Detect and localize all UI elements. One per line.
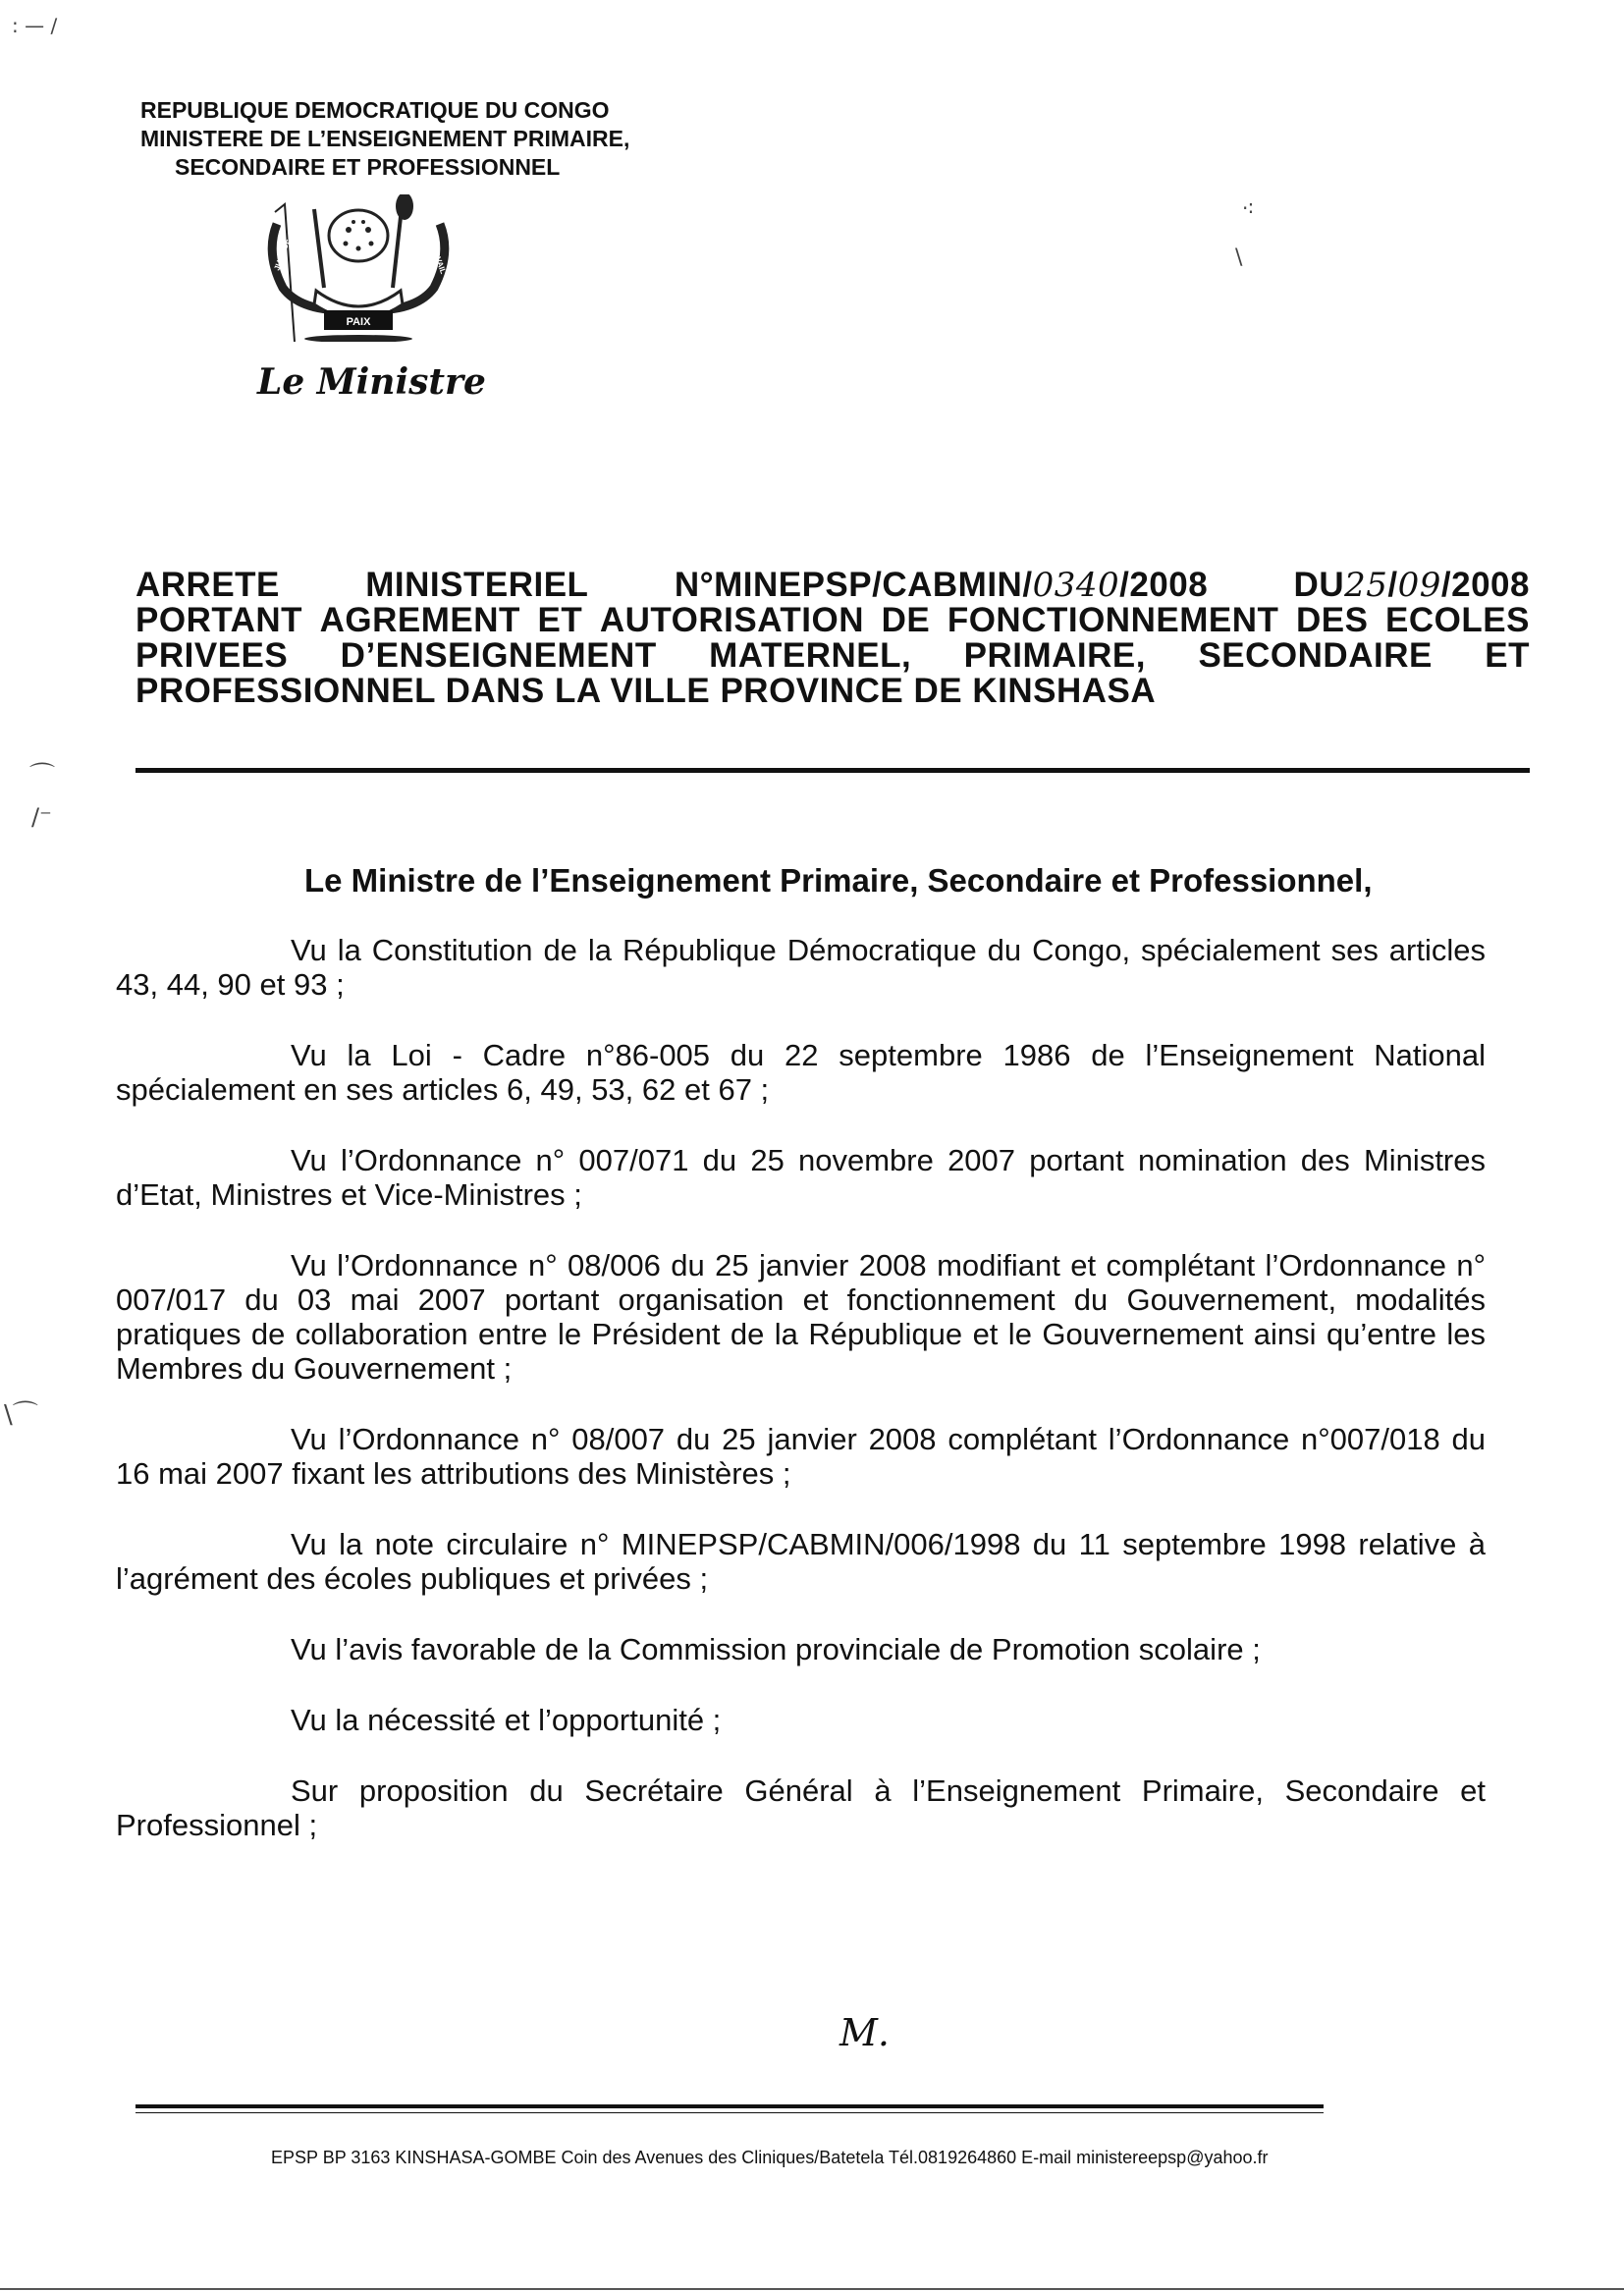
title-word: DES xyxy=(1295,601,1369,639)
consideration-paragraph: Vu l’avis favorable de la Commission provinciale de Promotion scolaire ; xyxy=(291,1632,1261,1666)
scan-mark: \⌒ xyxy=(4,1400,38,1430)
title-line-3 xyxy=(135,638,1530,674)
coat-of-arms-icon xyxy=(255,194,461,342)
title-word: PRIMAIRE, xyxy=(963,636,1147,675)
title-word: SECONDAIRE xyxy=(1198,636,1433,675)
title-word: MATERNEL, xyxy=(709,636,912,675)
consideration-paragraph: Vu la note circulaire n° MINEPSP/CABMIN/006/1998 du 11 septembre 1998 relative à l’agrément des écoles publiques et privées ; xyxy=(116,1527,1486,1596)
consideration-paragraph: Vu la Loi - Cadre n°86-005 du 22 septembre 1986 de l’Enseignement National spécialement en ses articles 6, 49, 53, 62 et 67 ; xyxy=(116,1038,1486,1107)
handwritten-month: 09 xyxy=(1397,566,1441,605)
motto-center: PAIX xyxy=(346,316,371,328)
title-word: ET xyxy=(1485,636,1530,675)
handwritten-day: 25 xyxy=(1344,566,1388,605)
title-line-4: PROFESSIONNEL DANS LA VILLE PROVINCE DE KINSHASA xyxy=(135,672,1157,710)
title-word: AUTORISATION xyxy=(599,601,865,639)
consideration-paragraph: Vu l’Ordonnance n° 08/007 du 25 janvier 2008 complétant l’Ordonnance n°007/018 du 16 mai 2007 fixant les attributions des Ministères ; xyxy=(116,1422,1486,1491)
title-word: D’ENSEIGNEMENT xyxy=(340,636,657,675)
scan-mark: : — ∕ xyxy=(12,14,58,37)
header-country: REPUBLIQUE DEMOCRATIQUE DU CONGO xyxy=(140,97,610,123)
footer-divider xyxy=(135,2104,1324,2108)
consideration-paragraph: Sur proposition du Secrétaire Général à l’Enseignement Primaire, Secondaire et Professionnel ; xyxy=(116,1773,1486,1842)
handwritten-initials: M. xyxy=(839,2011,890,2054)
title-line-1 xyxy=(135,568,1530,603)
title-word: ET xyxy=(537,601,583,639)
scan-mark: ·∶ xyxy=(1242,196,1254,220)
title-word: ARRETE xyxy=(135,566,280,604)
handwritten-number: 0340 xyxy=(1032,566,1120,605)
consideration-paragraph: Vu la Constitution de la République Démocratique du Congo, spécialement ses articles 43, 44, 90 et 93 ; xyxy=(116,933,1486,1002)
title-word: DE xyxy=(881,601,931,639)
letterhead xyxy=(140,96,629,182)
signatory-title: Le Ministre xyxy=(257,361,486,403)
scan-mark: /⁻ xyxy=(31,803,52,831)
header-ministry-cont: SECONDAIRE ET PROFESSIONNEL xyxy=(175,154,561,180)
minister-intro: Le Ministre de l’Enseignement Primaire, Secondaire et Professionnel, xyxy=(304,862,1373,899)
title-word: PRIVEES xyxy=(135,636,289,675)
title-line-2 xyxy=(135,603,1530,638)
decree-number: N°MINEPSP/CABMIN/0340/2008 xyxy=(674,566,1209,605)
title-word: AGREMENT xyxy=(319,601,520,639)
page-edge-line xyxy=(0,2288,1624,2290)
footer-contact: EPSP BP 3163 KINSHASA-GOMBE Coin des Avenues des Cliniques/Batetela Tél.0819264860 E-mail ministereepsp@yahoo.fr xyxy=(271,2148,1269,2167)
header-ministry: MINISTERE DE L’ENSEIGNEMENT PRIMAIRE, xyxy=(140,126,630,151)
consideration-paragraph: Vu l’Ordonnance n° 08/006 du 25 janvier 2008 modifiant et complétant l’Ordonnance n° 007/017 du 03 mai 2007 portant organisation et fonctionnement du Gouvernement, modalités pratiques de collaboration entre le Président de la République et le Gouvernement ainsi qu’entre les Membres du Gouvernement ; xyxy=(116,1248,1486,1386)
considerations-list xyxy=(116,933,1486,1879)
consideration-paragraph: Vu la nécessité et l’opportunité ; xyxy=(291,1703,722,1737)
motto-left: JUSTICE xyxy=(272,237,293,272)
decree-title xyxy=(135,568,1530,709)
decree-date: DU25/09/2008 xyxy=(1293,566,1530,605)
title-divider xyxy=(135,768,1530,773)
footer-divider-thin xyxy=(135,2112,1324,2113)
title-word: PORTANT xyxy=(135,601,303,639)
motto-right: TRAVAIL xyxy=(428,241,449,276)
title-word: FONCTIONNEMENT xyxy=(947,601,1279,639)
title-word: MINISTERIEL xyxy=(365,566,589,604)
scan-mark: \ xyxy=(1235,245,1243,270)
scan-mark: ⌒ xyxy=(29,762,56,791)
title-word: ECOLES xyxy=(1385,601,1530,639)
consideration-paragraph: Vu l’Ordonnance n° 007/071 du 25 novembre 2007 portant nomination des Ministres d’Etat, Ministres et Vice-Ministres ; xyxy=(116,1143,1486,1212)
